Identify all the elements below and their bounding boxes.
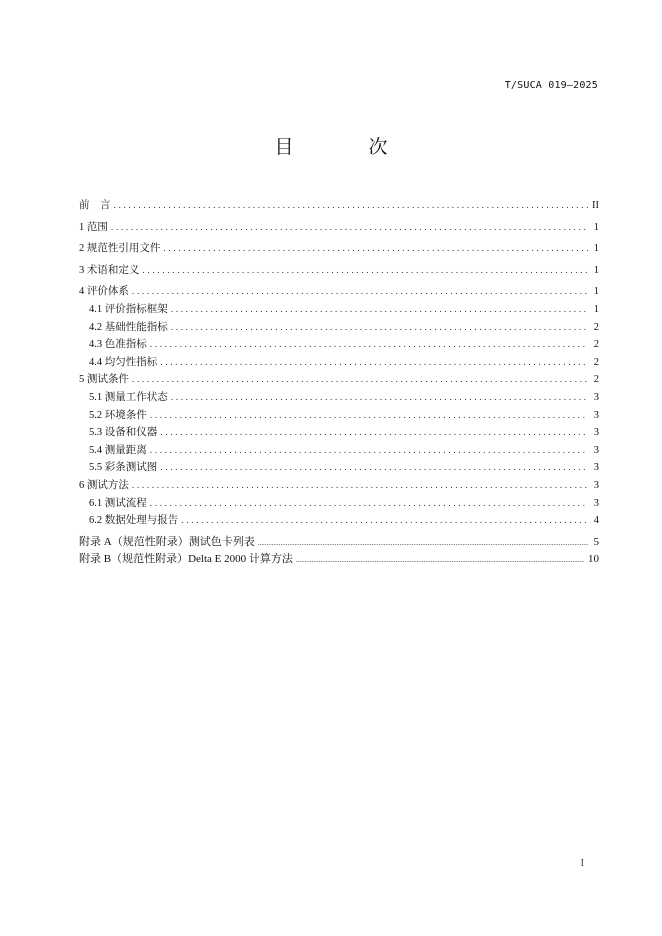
dot-leader xyxy=(132,478,588,496)
toc-entry-page: 3 xyxy=(593,497,599,509)
toc-entry-4-1[interactable] xyxy=(79,301,599,319)
toc-entry-page: 3 xyxy=(593,462,599,474)
toc-entry-page: 2 xyxy=(593,356,599,368)
toc-entry-4-3[interactable] xyxy=(79,336,599,354)
toc-entry-evaluation-system[interactable] xyxy=(79,283,599,301)
toc-entry-page: 1 xyxy=(593,243,599,255)
table-of-contents xyxy=(79,197,599,569)
toc-entry-page: 5 xyxy=(593,535,599,548)
toc-entry-6-2[interactable] xyxy=(79,512,599,530)
toc-entry-label: 6 测试方法 xyxy=(79,479,129,491)
toc-entry-foreword[interactable] xyxy=(79,197,599,215)
toc-entry-5-5[interactable] xyxy=(79,459,599,477)
dot-leader xyxy=(296,552,585,570)
toc-entry-page: 3 xyxy=(593,444,599,456)
toc-entry-label: 4.2 基础性能指标 xyxy=(89,321,168,333)
toc-entry-5-1[interactable] xyxy=(79,389,599,407)
toc-entry-page: 3 xyxy=(593,479,599,491)
toc-entry-label: 3 术语和定义 xyxy=(79,264,140,276)
toc-entry-label: 5.1 测量工作状态 xyxy=(89,391,168,403)
toc-entry-label: 5 测试条件 xyxy=(79,374,129,386)
dot-leader xyxy=(160,425,588,443)
toc-entry-annex-b[interactable] xyxy=(79,551,599,569)
toc-entry-label: 6.2 数据处理与报告 xyxy=(89,515,179,527)
toc-entry-page: 1 xyxy=(593,303,599,315)
toc-entry-annex-a[interactable] xyxy=(79,534,599,552)
toc-entry-label: 附录 A（规范性附录）测试色卡列表 xyxy=(79,535,255,548)
dot-leader xyxy=(258,535,588,553)
dot-leader xyxy=(160,460,588,478)
dot-leader xyxy=(150,496,588,514)
toc-entry-label: 6.1 测试流程 xyxy=(89,497,147,509)
toc-entry-4-2[interactable] xyxy=(79,319,599,337)
page-number: I xyxy=(580,858,584,869)
toc-entry-page: 3 xyxy=(593,391,599,403)
dot-leader xyxy=(150,337,588,355)
toc-entry-label: 前 言 xyxy=(79,200,111,211)
toc-entry-5-4[interactable] xyxy=(79,442,599,460)
toc-entry-page: II xyxy=(592,200,599,211)
dot-leader xyxy=(132,372,588,390)
toc-entry-page: 1 xyxy=(593,286,599,298)
toc-entry-test-conditions[interactable] xyxy=(79,371,599,389)
dot-leader xyxy=(111,220,588,238)
dot-leader xyxy=(163,241,588,259)
dot-leader xyxy=(132,284,588,302)
toc-entry-normative-references[interactable] xyxy=(79,240,599,258)
toc-entry-label: 4.3 色准指标 xyxy=(89,339,147,351)
toc-entry-page: 2 xyxy=(593,339,599,351)
dot-leader xyxy=(160,355,588,373)
toc-entry-page: 10 xyxy=(588,553,599,566)
toc-entry-5-2[interactable] xyxy=(79,407,599,425)
toc-entry-page: 3 xyxy=(593,427,599,439)
toc-entry-label: 4 评价体系 xyxy=(79,286,129,298)
dot-leader xyxy=(181,513,588,531)
standard-code: T/SUCA 019—2025 xyxy=(504,80,598,91)
toc-entry-label: 5.3 设备和仪器 xyxy=(89,427,158,439)
toc-entry-6-1[interactable] xyxy=(79,495,599,513)
toc-entry-label: 4.1 评价指标框架 xyxy=(89,303,168,315)
toc-entry-page: 2 xyxy=(593,321,599,333)
dot-leader xyxy=(171,390,588,408)
toc-entry-scope[interactable] xyxy=(79,219,599,237)
toc-entry-page: 4 xyxy=(593,515,599,527)
toc-entry-page: 3 xyxy=(593,409,599,421)
toc-entry-4-4[interactable] xyxy=(79,354,599,372)
dot-leader xyxy=(171,302,588,320)
dot-leader xyxy=(114,198,589,216)
toc-entry-page: 2 xyxy=(593,374,599,386)
toc-entry-label: 2 规范性引用文件 xyxy=(79,243,161,255)
toc-entry-label: 4.4 均匀性指标 xyxy=(89,356,158,368)
toc-entry-label: 5.5 彩条测试图 xyxy=(89,462,158,474)
toc-entry-page: 1 xyxy=(593,221,599,233)
dot-leader xyxy=(142,263,588,281)
toc-entry-test-methods[interactable] xyxy=(79,477,599,495)
toc-entry-page: 1 xyxy=(593,264,599,276)
dot-leader xyxy=(171,320,588,338)
toc-title: 目 次 xyxy=(274,136,416,158)
toc-entry-label: 附录 B（规范性附录）Delta E 2000 计算方法 xyxy=(79,553,293,566)
dot-leader xyxy=(150,443,588,461)
toc-entry-terms[interactable] xyxy=(79,262,599,280)
toc-entry-label: 5.2 环境条件 xyxy=(89,409,147,421)
dot-leader xyxy=(150,408,588,426)
toc-entry-label: 5.4 测量距离 xyxy=(89,444,147,456)
toc-entry-5-3[interactable] xyxy=(79,424,599,442)
toc-entry-label: 1 范围 xyxy=(79,221,108,233)
